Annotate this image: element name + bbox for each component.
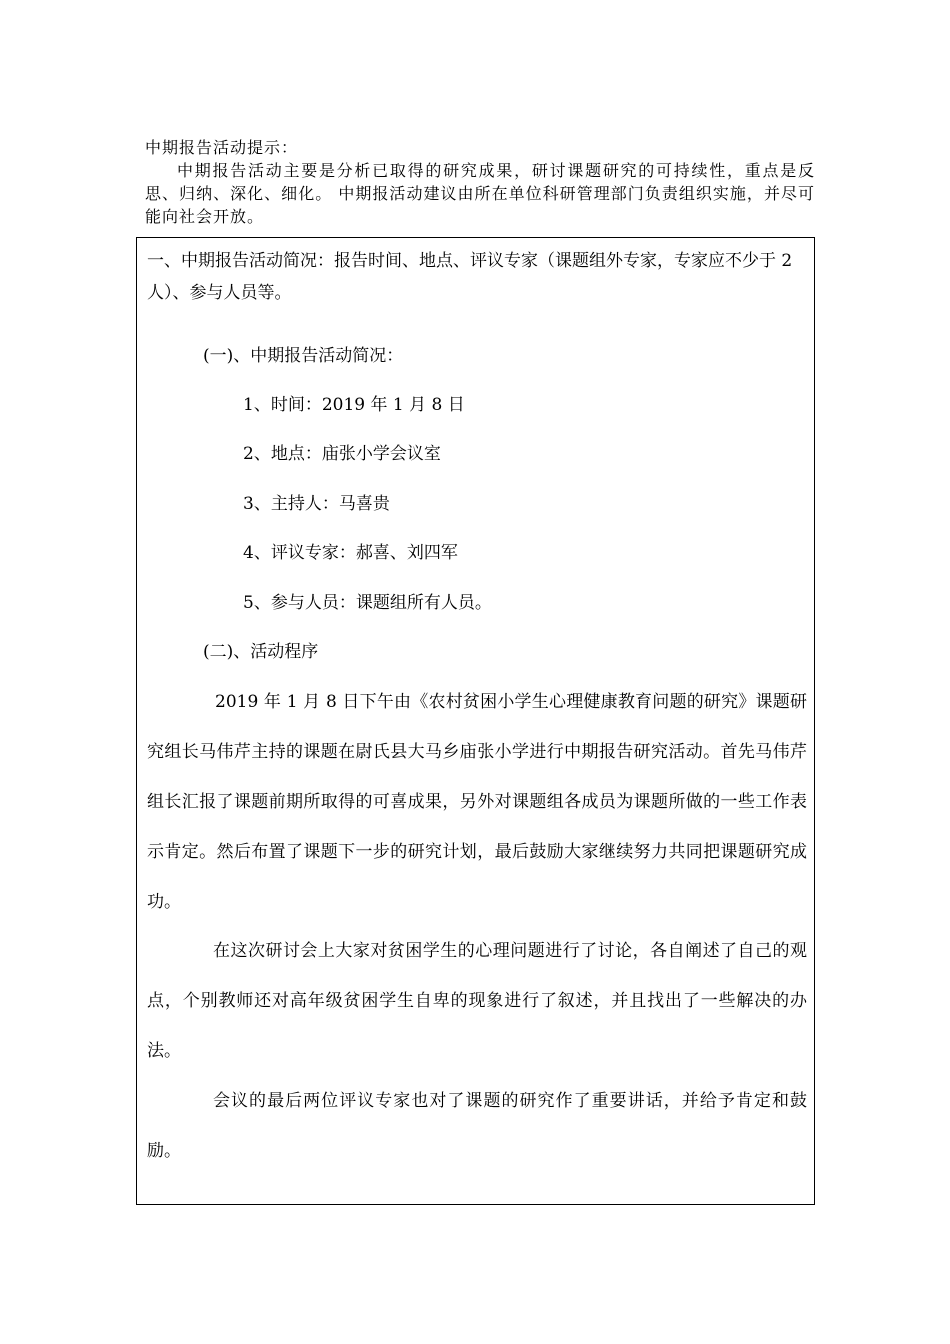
procedure-paragraph-2: 在这次研讨会上大家对贫困学生的心理问题进行了讨论，各自阐述了自己的观点，个别教师还对高年级贫困学生自卑的现象进行了叙述，并且找出了一些解决的办法。 [147, 941, 807, 1061]
hint-title: 中期报告活动提示： [145, 138, 299, 157]
procedure-paragraph-3: 会议的最后两位评议专家也对了课题的研究作了重要讲话，并给予肯定和鼓励。 [147, 1091, 807, 1161]
procedure-paragraph-1: 2019 年 1 月 8 日下午由《农村贫困小学生心理健康教育问题的研究》课题研究组长马伟芹主持的课题在尉氏县大马乡庙张小学进行中期报告研究活动。首先马伟芹组长汇报了课题前期所取得的可喜成果，另外对课题组各成员为课题所做的一些工作表示肯定。然后布置了课题下一步的研究计划，最后鼓励大家继续努力共同把课题研究成功。 [147, 692, 807, 912]
item-location: 2、地点：庙张小学会议室 [243, 444, 441, 464]
item-participants: 5、参与人员：课题组所有人员。 [243, 593, 492, 613]
hint-body: 中期报告活动主要是分析已取得的研究成果，研讨课题研究的可持续性，重点是反思、归纳、深化、细化。 中期报活动建议由所在单位科研管理部门负责组织实施，并尽可能向社会开放。 [145, 161, 815, 226]
section-title: 一、中期报告活动简况：报告时间、地点、评议专家（课题组外专家，专家应不少于 2 人）、参与人员等。 [147, 251, 793, 303]
report-table-cell [136, 237, 815, 1205]
item-time: 1、时间：2019 年 1 月 8 日 [243, 395, 465, 415]
activity-hint [145, 136, 815, 228]
subsection-title-procedure: (二)、活动程序 [203, 642, 319, 662]
item-host: 3、主持人：马喜贵 [243, 494, 390, 514]
item-experts: 4、评议专家：郝喜、刘四军 [243, 543, 458, 563]
subsection-title-overview: (一)、中期报告活动简况： [203, 346, 404, 366]
